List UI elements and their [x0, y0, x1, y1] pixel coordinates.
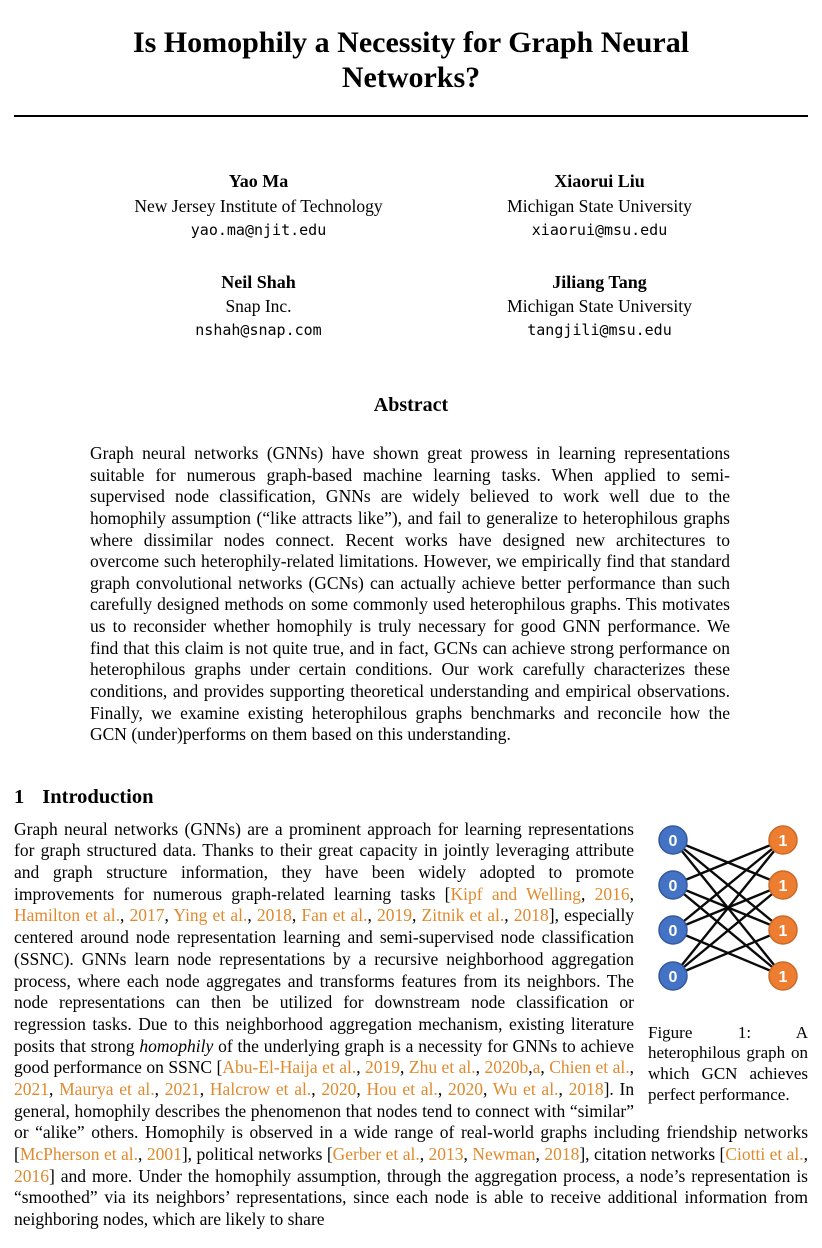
graph-node-label: 0: [668, 968, 678, 986]
text-run: ,: [367, 905, 378, 926]
text-run: ,: [419, 1144, 429, 1165]
text-run: ,: [528, 1057, 533, 1078]
text-run: ,: [154, 1078, 165, 1099]
section-number: 1: [14, 785, 25, 808]
citation-link[interactable]: Zhu et al.: [408, 1057, 476, 1078]
citation-link[interactable]: 2020b: [484, 1057, 529, 1078]
text-run: ,: [247, 905, 257, 926]
citation-link[interactable]: Ciotti et al.: [725, 1144, 804, 1165]
text-run: ,: [629, 1057, 634, 1078]
citation-link[interactable]: Ying et al.: [173, 905, 248, 926]
text-run: ], citation networks [: [579, 1144, 726, 1165]
citation-link[interactable]: a: [532, 1057, 541, 1078]
citation-link[interactable]: 2021: [164, 1078, 200, 1099]
citation-link[interactable]: 2018: [568, 1078, 604, 1099]
author-affiliation: New Jersey Institute of Technology: [134, 195, 383, 216]
citation-link[interactable]: 2018: [256, 905, 292, 926]
abstract-heading: Abstract: [373, 394, 449, 417]
text-run: ,: [437, 1078, 448, 1099]
author-name: Yao Ma: [228, 171, 289, 191]
citation-link[interactable]: Wu et al.: [492, 1078, 559, 1099]
text-run: ,: [803, 1144, 809, 1165]
heterophilous-graph-figure: [648, 821, 808, 1009]
graph-node-label: 0: [668, 832, 678, 850]
citation-link[interactable]: 2020: [321, 1078, 357, 1099]
citation-link[interactable]: Chien et al.: [549, 1057, 630, 1078]
text-run: ,: [482, 1078, 493, 1099]
citation-link[interactable]: Maurya et al.: [59, 1078, 155, 1099]
citation-link[interactable]: Kipf and Welling: [450, 883, 582, 904]
text-run: ,: [311, 1078, 322, 1099]
text-run: ,: [581, 883, 595, 904]
text-run: of the underlying graph is a necessity for GNNs to achieve good performance on SSNC [: [14, 1035, 634, 1078]
text-run: ,: [504, 905, 514, 926]
citation-link[interactable]: 2016: [594, 883, 630, 904]
citation-link[interactable]: 2019: [365, 1057, 401, 1078]
author-block: [429, 171, 770, 239]
citation-link[interactable]: 2001: [146, 1144, 182, 1165]
author-name: Xiaorui Liu: [554, 171, 645, 191]
abstract-text: Graph neural networks (GNNs) have shown great prowess in learning representations suitable for numerous graph-based machine learning tasks. When applied to semi-supervised node classification, GNNs are widely believed to work well due to the homophily assumption (“like attracts like”), and fail to generalize to heterophilous graphs where dissimilar nodes connect. Recent works have designed new architectures to overcome such heterophily-related limitations. However, we empirically find that standard graph convolutional networks (GCNs) can actually achieve better performance than such carefully designed methods on some commonly used heterophilous graphs. This motivates us to reconsider whether homophily is truly necessary for good GNN performance. We find that this claim is not quite true, and in fact, GCNs can achieve strong performance on heterophilous graphs under certain conditions. Our work carefully characterizes these conditions, and provides supporting theoretical understanding and empirical observations. Finally, we examine existing heterophilous graphs benchmarks and reconcile how the GCN (under)performs on them based on this understanding.: [90, 443, 730, 745]
graph-node-label: 1: [778, 922, 788, 940]
figure-caption: Figure 1: A heterophilous graph on which GCN achieves perfect performance.: [648, 1022, 808, 1104]
author-block: [429, 272, 770, 340]
intro-paragraph: [14, 819, 808, 1231]
graph-node-label: 1: [778, 877, 788, 895]
text-run: ,: [164, 905, 174, 926]
citation-link[interactable]: 2013: [428, 1144, 464, 1165]
author-block: [88, 171, 429, 239]
text-run: ] and more. Under the homophily assumption, through the aggregation process, a node’s representation is “smoothed” via its neighbors’ representations, since each node is able to receive additional information from neighboring nodes, which are likely to share: [14, 1165, 808, 1230]
page-title: Is Homophily a Necessity for Graph Neural Networks?: [132, 26, 690, 94]
citation-link[interactable]: Zitnik et al.: [421, 905, 505, 926]
citation-link[interactable]: 2016: [14, 1165, 49, 1186]
text-run: homophily: [139, 1035, 214, 1056]
text-run: ,: [291, 905, 302, 926]
author-affiliation: Michigan State University: [507, 195, 692, 216]
graph-node-label: 1: [778, 832, 788, 850]
text-run: ,: [475, 1057, 485, 1078]
citation-link[interactable]: McPherson et al.: [19, 1144, 139, 1165]
text-run: ,: [120, 905, 130, 926]
text-run: ,: [463, 1144, 473, 1165]
text-run: ]. In general, homophily describes the phenomenon that nodes tend to connect with “similar” or “alike” others. Homophily is observed in a wide range of real-world graphs including friendship networks [: [14, 1078, 808, 1165]
citation-link[interactable]: 2019: [377, 905, 413, 926]
author-email: xiaorui@msu.edu: [531, 220, 668, 239]
text-run: ,: [356, 1057, 366, 1078]
text-run: ,: [356, 1078, 367, 1099]
author-affiliation: Michigan State University: [507, 296, 692, 317]
author-affiliation: Snap Inc.: [225, 296, 292, 317]
citation-link[interactable]: 2018: [544, 1144, 580, 1165]
text-run: ,: [629, 883, 635, 904]
author-block: [88, 272, 429, 340]
citation-link[interactable]: Gerber et al.: [332, 1144, 420, 1165]
citation-link[interactable]: Hou et al.: [366, 1078, 438, 1099]
text-run: ,: [199, 1078, 210, 1099]
graph-node-label: 0: [668, 922, 678, 940]
text-run: ,: [558, 1078, 569, 1099]
author-name: Jiliang Tang: [552, 271, 647, 292]
text-run: Graph neural networks (GNNs) are a prominent approach for learning representations for graph structured data. Thanks to their great capacity in jointly leveraging attribute and graph structure information, they have been widely adopted to promote improvements for numerous graph-related learning tasks [: [14, 818, 634, 904]
citation-link[interactable]: Abu-El-Haija et al.: [222, 1057, 357, 1078]
text-run: ,: [49, 1078, 60, 1099]
citation-link[interactable]: Fan et al.: [301, 905, 368, 926]
author-email: yao.ma@njit.edu: [190, 220, 327, 239]
text-run: ,: [138, 1144, 147, 1165]
graph-node-label: 0: [668, 877, 678, 895]
figure-1: [648, 821, 808, 1106]
citation-link[interactable]: Hamilton et al.: [14, 905, 121, 926]
citation-link[interactable]: Newman: [472, 1144, 536, 1165]
graph-node-label: 1: [778, 968, 788, 986]
author-email: tangjili@msu.edu: [527, 321, 672, 340]
author-email: nshah@snap.com: [195, 321, 322, 340]
author-name: Neil Shah: [221, 271, 296, 292]
section-title: Introduction: [42, 785, 154, 808]
text-run: ,: [540, 1057, 550, 1078]
citation-link[interactable]: 2021: [14, 1078, 49, 1099]
citation-link[interactable]: 2018: [513, 905, 549, 926]
citation-link[interactable]: 2017: [129, 905, 165, 926]
text-run: ,: [535, 1144, 545, 1165]
text-run: ], political networks [: [181, 1144, 333, 1165]
text-run: ,: [400, 1057, 409, 1078]
section-heading-introduction: [14, 786, 808, 809]
citation-link[interactable]: Halcrow et al.: [209, 1078, 312, 1099]
text-run: ], especially centered around node representation learning and semi-supervised node classification (SSNC). GNNs learn node representations by a recursive neighborhood aggregation process, where each node aggregates and transforms features from its neighbors. The node representations can then be utilized for downstream node classification or regression tasks. Due to this neighborhood aggregation mechanism, existing literature posits that strong: [14, 905, 635, 1056]
citation-link[interactable]: 2020: [447, 1078, 483, 1099]
authors-section: [0, 117, 822, 372]
text-run: ,: [412, 905, 422, 926]
